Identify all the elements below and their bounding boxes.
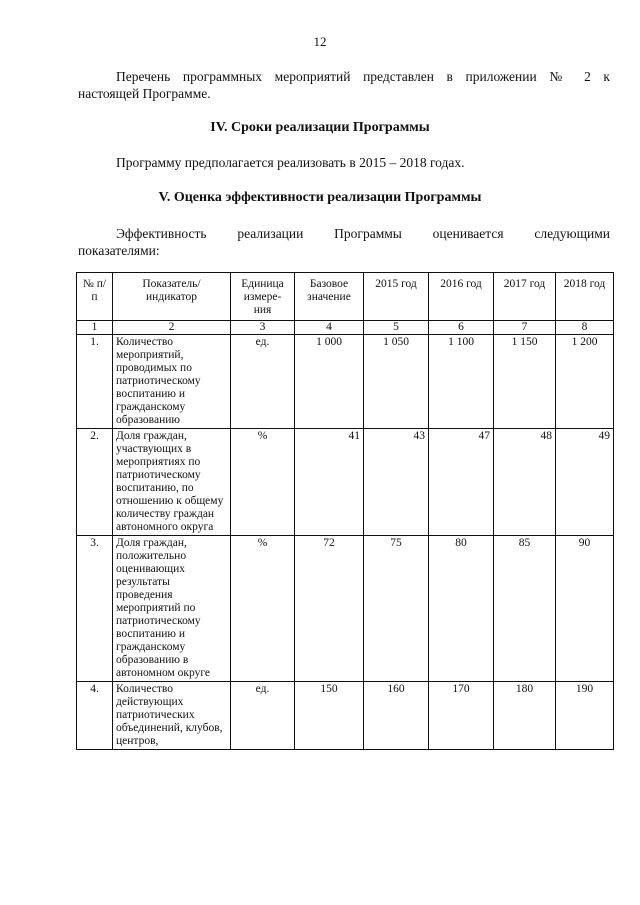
indicators-table: [76, 272, 614, 750]
header-base-value: Базовое значение: [295, 273, 364, 321]
row-number: 4.: [77, 682, 113, 750]
unit: ед.: [231, 682, 295, 750]
indicator-name: Доля граждан, положительно оценивающих результаты проведения мероприятий по патриотическому воспитанию и гражданскому образованию в автономном округе: [113, 536, 231, 682]
value-2018: 1 200: [556, 335, 614, 429]
value-2016: 1 100: [429, 335, 494, 429]
section-5-line-2: показателями:: [78, 243, 160, 258]
header-2017: 2017 год: [494, 273, 556, 321]
row-number: 1.: [77, 335, 113, 429]
table-header-row: [77, 273, 614, 321]
indicator-name: Количество мероприятий, проводимых по патриотическому воспитанию и гражданскому образованию: [113, 335, 231, 429]
header-2016: 2016 год: [429, 273, 494, 321]
header-number: № п/п: [77, 273, 113, 321]
section-4-text: [78, 154, 610, 171]
value-2015: 160: [364, 682, 429, 750]
column-number: 8: [556, 321, 614, 335]
column-number: 2: [113, 321, 231, 335]
table-row: [77, 335, 614, 429]
base-value: 41: [295, 429, 364, 536]
base-value: 1 000: [295, 335, 364, 429]
indicator-name: Доля граждан, участвующих в мероприятиях по патриотическому воспитанию, по отношению к общему количеству граждан автономного округа: [113, 429, 231, 536]
value-2015: 1 050: [364, 335, 429, 429]
table-row: [77, 429, 614, 536]
column-number: 4: [295, 321, 364, 335]
unit: %: [231, 536, 295, 682]
value-2015: 43: [364, 429, 429, 536]
header-unit: Единица измере- ния: [231, 273, 295, 321]
section-5-paragraph: [78, 225, 610, 259]
table-row: [77, 536, 614, 682]
column-number: 6: [429, 321, 494, 335]
value-2015: 75: [364, 536, 429, 682]
header-2015: 2015 год: [364, 273, 429, 321]
section-4-line: Программу предполагается реализовать в 2015 – 2018 годах.: [116, 155, 465, 170]
row-number: 2.: [77, 429, 113, 536]
value-2016: 80: [429, 536, 494, 682]
table-row: [77, 682, 614, 750]
intro-line-1: Перечень программных мероприятий представлен в приложении № 2 к: [116, 69, 610, 84]
value-2017: 180: [494, 682, 556, 750]
value-2017: 1 150: [494, 335, 556, 429]
section-4-title: IV. Сроки реализации Программы: [210, 120, 430, 135]
column-numbering-row: [77, 321, 614, 335]
page-number: 12: [313, 34, 327, 49]
section-5-title: V. Оценка эффективности реализации Программы: [158, 190, 482, 205]
value-2018: 49: [556, 429, 614, 536]
value-2017: 48: [494, 429, 556, 536]
column-number: 7: [494, 321, 556, 335]
unit: ед.: [231, 335, 295, 429]
row-number: 3.: [77, 536, 113, 682]
header-indicator: Показатель/ индикатор: [113, 273, 231, 321]
base-value: 72: [295, 536, 364, 682]
indicator-name: Количество действующих патриотических объединений, клубов, центров,: [113, 682, 231, 750]
value-2016: 170: [429, 682, 494, 750]
column-number: 1: [77, 321, 113, 335]
value-2018: 190: [556, 682, 614, 750]
header-2018: 2018 год: [556, 273, 614, 321]
value-2016: 47: [429, 429, 494, 536]
base-value: 150: [295, 682, 364, 750]
intro-line-2: настоящей Программе.: [78, 86, 211, 101]
column-number: 5: [364, 321, 429, 335]
intro-paragraph: [78, 68, 610, 102]
column-number: 3: [231, 321, 295, 335]
unit: %: [231, 429, 295, 536]
value-2017: 85: [494, 536, 556, 682]
section-5-line-1: Эффективность реализации Программы оценивается следующими: [116, 226, 610, 241]
value-2018: 90: [556, 536, 614, 682]
